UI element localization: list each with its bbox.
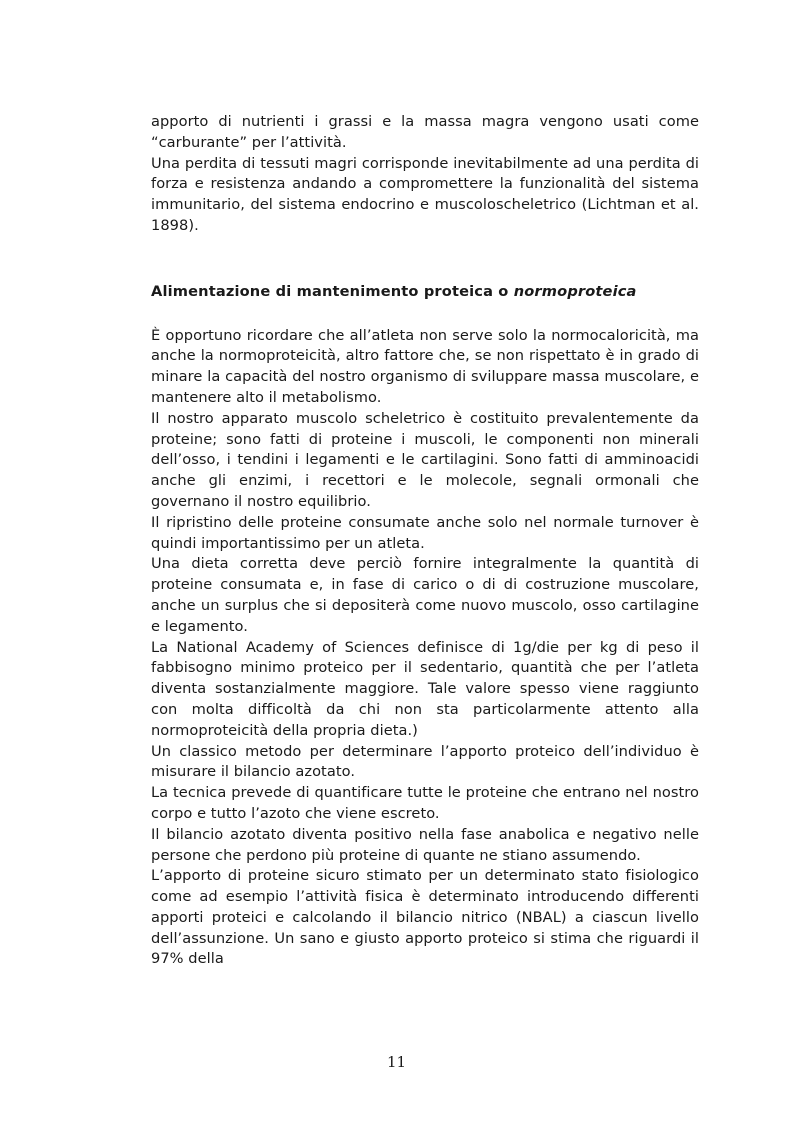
section-heading-text: Alimentazione di mantenimento proteica o (151, 282, 514, 300)
section-heading (151, 282, 699, 303)
page-number: 11 (386, 1053, 407, 1071)
paragraph: L’apporto di proteine sicuro stimato per un determinato stato fisiologico come ad esempio l’attività fisica è determinato introducendo differenti apporti proteici e calcolando il bilancio nitrico (NBAL) a ciascun livello dell’assunzione. Un sano e giusto apporto proteico si stima che riguardi il 97% della (151, 867, 699, 968)
paragraph: Il nostro apparato muscolo scheletrico è costituito prevalentemente da proteine; sono fatti di proteine i muscoli, le componenti non minerali dell’osso, i tendini i legamenti e le cartilagini. Sono fatti di amminoacidi anche gli enzimi, i recettori e le molecole, segnali ormonali che governano il nostro equilibrio. (151, 409, 699, 510)
paragraph: Il bilancio azotato diventa positivo nella fase anabolica e negativo nelle persone che perdono più proteine di quante ne stiano assumendo. (151, 825, 699, 864)
paragraph: È opportuno ricordare che all’atleta non serve solo la normocaloricità, ma anche la normoproteicità, altro fattore che, se non rispettato è in grado di minare la capacità del nostro organismo di sviluppare massa muscolare, e mantenere alto il metabolismo. (151, 326, 699, 406)
paragraph: apporto di nutrienti i grassi e la massa magra vengono usati come “carburante” per l’attività. (151, 113, 699, 151)
paragraph: La National Academy of Sciences definisce di 1g/die per kg di peso il fabbisogno minimo proteico per il sedentario, quantità che per l’atleta diventa sostanzialmente maggiore. Tale valore spesso viene raggiunto con molta difficoltà da chi non sta particolarmente attento alla normoproteicità della propria dieta.) (151, 638, 699, 739)
paragraph: Una perdita di tessuti magri corrisponde inevitabilmente ad una perdita di forza e resistenza andando a compromettere la funzionalità del sistema immunitario, del sistema endocrino e muscoloscheletrico (Lichtman et al. 1898). (151, 154, 699, 234)
paragraph: La tecnica prevede di quantificare tutte le proteine che entrano nel nostro corpo e tutto l’azoto che viene escreto. (151, 784, 699, 822)
paragraph: Un classico metodo per determinare l’apporto proteico dell’individuo è misurare il bilancio azotato. (151, 742, 699, 781)
paragraph: Una dieta corretta deve perciò fornire integralmente la quantità di proteine consumata e, in fase di carico o di di costruzione muscolare, anche un surplus che si depositerà come nuovo muscolo, osso cartilagine e legamento. (151, 555, 699, 635)
section-heading-italic: normoproteica (513, 282, 637, 300)
paragraph: Il ripristino delle proteine consumate anche solo nel normale turnover è quindi importantissimo per un atleta. (151, 513, 699, 552)
page-body (151, 112, 699, 970)
